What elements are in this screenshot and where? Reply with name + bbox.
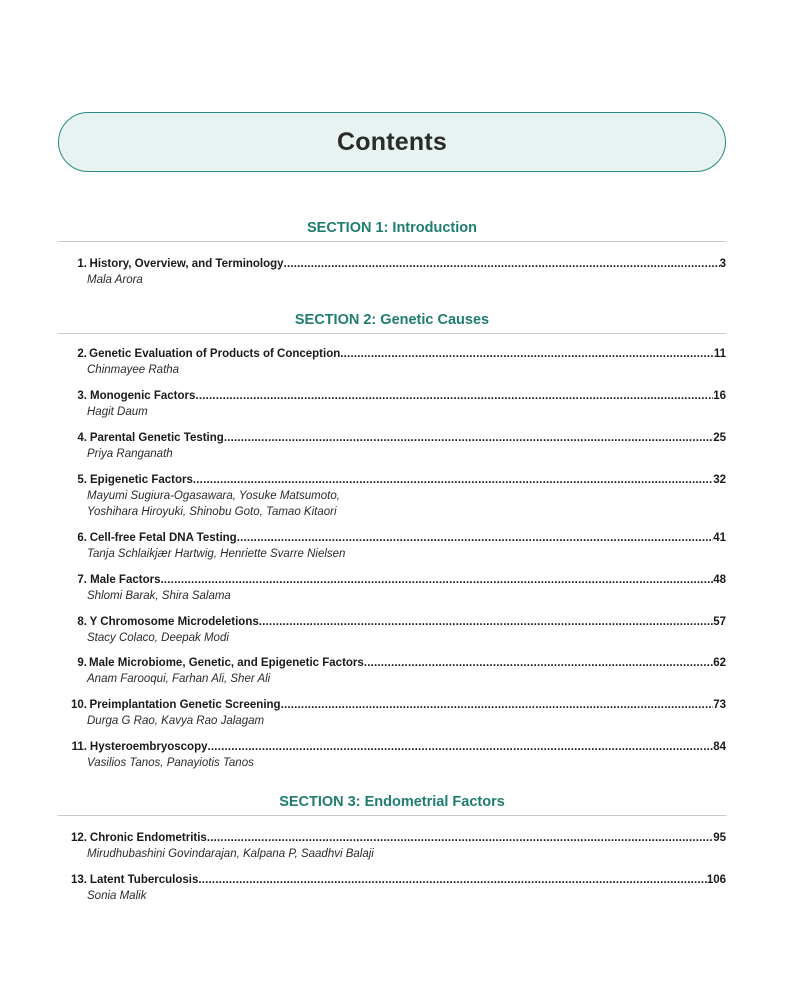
entry-number: 4.: [77, 432, 87, 444]
entry-title[interactable]: Hysteroembryoscopy: [89, 741, 208, 753]
contents-banner: [58, 112, 726, 172]
toc-entry-10[interactable]: [58, 698, 726, 729]
entry-title[interactable]: Monogenic Factors: [89, 390, 196, 402]
entry-page-number: 106: [706, 874, 726, 886]
dot-leader: [340, 347, 714, 362]
entry-authors: Mala Arora: [87, 274, 143, 286]
entry-number: 2.: [77, 348, 87, 360]
section-divider: [58, 241, 726, 242]
entry-authors: Mirudhubashini Govindarajan, Kalpana P, Saadhvi Balaji: [87, 848, 374, 860]
toc-entry-6[interactable]: [58, 531, 726, 562]
entry-title[interactable]: Latent Tuberculosis: [89, 874, 199, 886]
section-title: SECTION 3: Endometrial Factors: [279, 794, 505, 810]
section-divider: [58, 333, 726, 334]
toc-entry-4[interactable]: [58, 431, 726, 462]
section-title: SECTION 1: Introduction: [307, 220, 477, 236]
toc-entry-13[interactable]: [58, 873, 726, 904]
entry-number: 1.: [77, 258, 87, 270]
entry-page-number: 25: [713, 432, 726, 444]
entry-title[interactable]: Y Chromosome Microdeletions: [89, 616, 259, 628]
toc-entry-12[interactable]: [58, 831, 726, 862]
dot-leader: [160, 573, 713, 588]
dot-leader: [237, 531, 714, 546]
toc-entry-2[interactable]: [58, 347, 726, 378]
entry-page-number: 62: [713, 657, 726, 669]
toc-entry-3[interactable]: [58, 389, 726, 420]
entry-authors: Mayumi Sugiura-Ogasawara, Yosuke Matsumoto,: [87, 490, 340, 502]
toc-entry-8[interactable]: [58, 615, 726, 646]
entry-authors: Tanja Schlaikjær Hartwig, Henriette Svarre Nielsen: [87, 548, 346, 560]
entry-page-number: 57: [713, 616, 726, 628]
entry-title[interactable]: Preimplantation Genetic Screening: [89, 699, 281, 711]
dot-leader: [224, 431, 713, 446]
entry-number: 11.: [71, 741, 87, 753]
entry-title[interactable]: Chronic Endometritis: [89, 832, 207, 844]
entry-number: 6.: [77, 532, 87, 544]
entry-page-number: 41: [713, 532, 726, 544]
entry-authors: Priya Ranganath: [87, 448, 173, 460]
section-heading-1: [58, 219, 726, 242]
toc-entry-11[interactable]: [58, 740, 726, 771]
dot-leader: [198, 873, 706, 888]
entry-title[interactable]: Male Factors: [90, 574, 161, 586]
entry-page-number: 73: [713, 699, 726, 711]
entry-number: 9.: [77, 657, 87, 669]
entry-page-number: 11: [713, 348, 726, 360]
section-heading-3: [58, 793, 726, 816]
entry-page-number: 84: [713, 741, 726, 753]
entry-title[interactable]: Male Microbiome, Genetic, and Epigenetic Factors: [89, 657, 364, 669]
entry-title[interactable]: Parental Genetic Testing: [89, 432, 224, 444]
section-divider: [58, 815, 726, 816]
dot-leader: [207, 831, 713, 846]
toc-entry-9[interactable]: [58, 656, 726, 687]
entry-title[interactable]: Epigenetic Factors: [90, 474, 193, 486]
section-title: SECTION 2: Genetic Causes: [294, 312, 490, 328]
entry-authors: Chinmayee Ratha: [87, 364, 180, 376]
entry-page-number: 95: [713, 832, 726, 844]
entry-title[interactable]: Genetic Evaluation of Products of Conception: [89, 348, 341, 360]
section-heading-2: [58, 311, 726, 334]
entry-number: 3.: [77, 390, 87, 402]
entry-authors: Durga G Rao, Kavya Rao Jalagam: [87, 715, 265, 727]
entry-authors: Sonia Malik: [87, 890, 147, 902]
dot-leader: [284, 257, 720, 272]
entry-authors: Shlomi Barak, Shira Salama: [87, 590, 231, 602]
entry-page-number: 32: [713, 474, 726, 486]
entry-title[interactable]: History, Overview, and Terminology: [89, 258, 284, 270]
entry-authors: Stacy Colaco, Deepak Modi: [87, 632, 229, 644]
entry-page-number: 16: [713, 390, 726, 402]
dot-leader: [208, 740, 714, 755]
entry-page-number: 48: [713, 574, 726, 586]
entry-number: 13.: [71, 874, 87, 886]
entry-number: 7.: [77, 574, 87, 586]
entry-title[interactable]: Cell-free Fetal DNA Testing: [89, 532, 237, 544]
dot-leader: [193, 473, 713, 488]
entry-number: 5.: [77, 474, 87, 486]
dot-leader: [259, 615, 713, 630]
toc-entry-5[interactable]: [58, 473, 726, 520]
dot-leader: [364, 656, 713, 671]
dot-leader: [281, 698, 714, 713]
entry-authors: Yoshihara Hiroyuki, Shinobu Goto, Tamao Kitaori: [87, 506, 337, 518]
page-title: Contents: [337, 127, 447, 156]
entry-authors: Anam Farooqui, Farhan Ali, Sher Ali: [87, 673, 271, 685]
toc-entry-7[interactable]: [58, 573, 726, 604]
entry-number: 10.: [71, 699, 87, 711]
entry-authors: Hagit Daum: [87, 406, 148, 418]
toc-entry-1[interactable]: [58, 257, 726, 288]
entry-number: 8.: [77, 616, 87, 628]
entry-page-number: 3: [719, 258, 726, 270]
dot-leader: [195, 389, 713, 404]
entry-number: 12.: [71, 832, 87, 844]
entry-authors: Vasilios Tanos, Panayiotis Tanos: [87, 757, 254, 769]
